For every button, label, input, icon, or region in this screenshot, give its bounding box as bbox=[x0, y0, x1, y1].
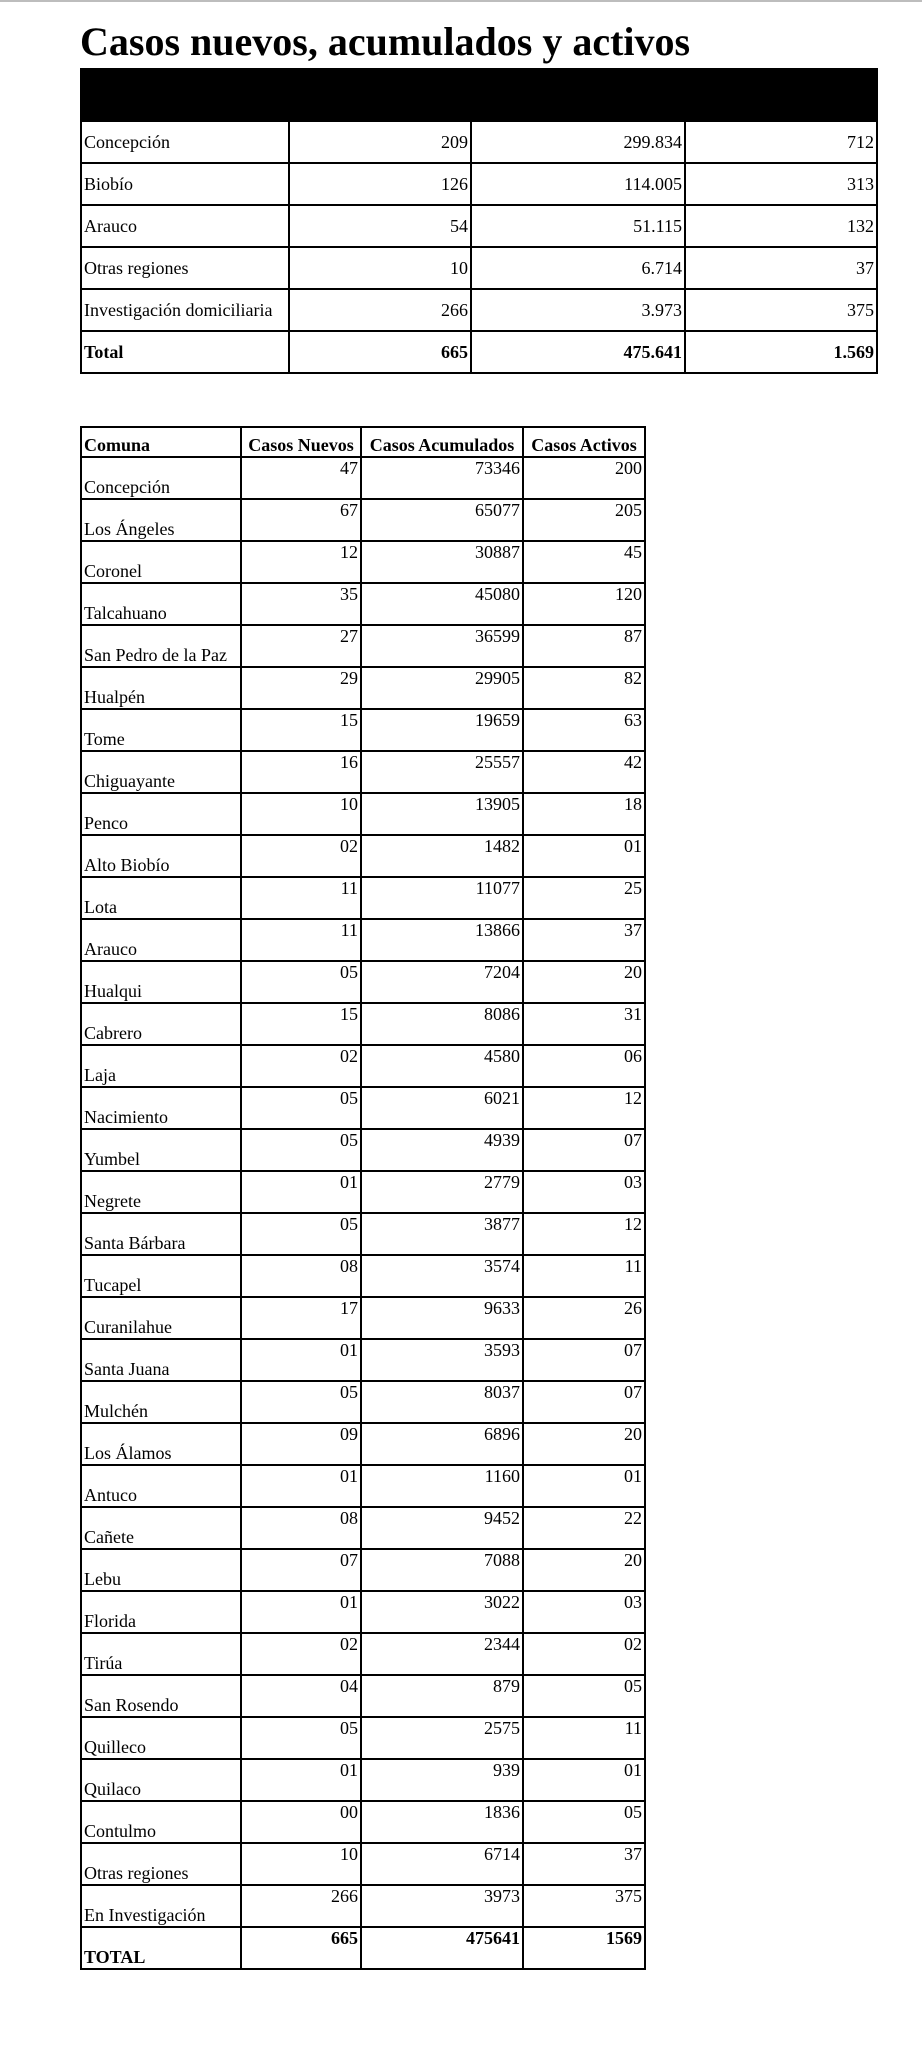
cell-casos-nuevos: 05 bbox=[241, 1717, 361, 1759]
cell-casos-nuevos: 35 bbox=[241, 583, 361, 625]
cell-casos-nuevos: 05 bbox=[241, 961, 361, 1003]
cell-name: Penco bbox=[81, 793, 241, 835]
cell-casos-acumulados: 73346 bbox=[361, 457, 523, 499]
cell-casos-acumulados: 3973 bbox=[361, 1885, 523, 1927]
comunas-total-row bbox=[81, 1927, 645, 1969]
cell-casos-activos: 11 bbox=[523, 1255, 645, 1297]
summary-header-cell bbox=[289, 69, 471, 121]
summary-header-bar bbox=[81, 69, 877, 121]
cell-casos-acumulados: 4939 bbox=[361, 1129, 523, 1171]
table-row bbox=[81, 457, 645, 499]
cell-casos-nuevos: 00 bbox=[241, 1801, 361, 1843]
cell-casos-nuevos: 15 bbox=[241, 709, 361, 751]
table-row bbox=[81, 1759, 645, 1801]
summary-table-body bbox=[81, 69, 877, 373]
header-casos-acumulados: Casos Acumulados bbox=[361, 427, 523, 457]
cell-casos-activos: 132 bbox=[685, 205, 877, 247]
cell-casos-acumulados: 8086 bbox=[361, 1003, 523, 1045]
cell-casos-activos: 01 bbox=[523, 1465, 645, 1507]
cell-casos-activos: 05 bbox=[523, 1675, 645, 1717]
cell-name: Concepción bbox=[81, 457, 241, 499]
cell-casos-activos: 313 bbox=[685, 163, 877, 205]
cell-name: Quilleco bbox=[81, 1717, 241, 1759]
cell-casos-nuevos: 07 bbox=[241, 1549, 361, 1591]
cell-casos-activos: 20 bbox=[523, 1549, 645, 1591]
table-row bbox=[81, 1087, 645, 1129]
cell-name: Lebu bbox=[81, 1549, 241, 1591]
cell-casos-activos: 26 bbox=[523, 1297, 645, 1339]
cell-casos-activos: 45 bbox=[523, 541, 645, 583]
cell-name: Los Álamos bbox=[81, 1423, 241, 1465]
cell-casos-acumulados: 6714 bbox=[361, 1843, 523, 1885]
cell-casos-nuevos: 01 bbox=[241, 1591, 361, 1633]
cell-casos-acumulados: 475641 bbox=[361, 1927, 523, 1969]
table-row bbox=[81, 961, 645, 1003]
cell-casos-acumulados: 6896 bbox=[361, 1423, 523, 1465]
cell-casos-activos: 205 bbox=[523, 499, 645, 541]
cell-casos-acumulados: 9633 bbox=[361, 1297, 523, 1339]
cell-casos-nuevos: 01 bbox=[241, 1171, 361, 1213]
table-row bbox=[81, 499, 645, 541]
cell-casos-acumulados: 19659 bbox=[361, 709, 523, 751]
cell-casos-activos: 05 bbox=[523, 1801, 645, 1843]
cell-casos-nuevos: 54 bbox=[289, 205, 471, 247]
table-row bbox=[81, 1423, 645, 1465]
summary-row bbox=[81, 121, 877, 163]
cell-casos-acumulados: 3877 bbox=[361, 1213, 523, 1255]
cell-name: Laja bbox=[81, 1045, 241, 1087]
cell-casos-nuevos: 02 bbox=[241, 835, 361, 877]
top-divider bbox=[0, 0, 922, 2]
cell-casos-activos: 12 bbox=[523, 1213, 645, 1255]
summary-total-row bbox=[81, 331, 877, 373]
cell-casos-acumulados: 11077 bbox=[361, 877, 523, 919]
cell-casos-acumulados: 30887 bbox=[361, 541, 523, 583]
cell-name: Negrete bbox=[81, 1171, 241, 1213]
cell-name: Santa Bárbara bbox=[81, 1213, 241, 1255]
cell-casos-nuevos: 209 bbox=[289, 121, 471, 163]
cell-casos-acumulados: 4580 bbox=[361, 1045, 523, 1087]
cell-casos-acumulados: 13866 bbox=[361, 919, 523, 961]
table-row bbox=[81, 1633, 645, 1675]
cell-casos-nuevos: 10 bbox=[241, 793, 361, 835]
cell-casos-nuevos: 665 bbox=[289, 331, 471, 373]
table-row bbox=[81, 1297, 645, 1339]
cell-casos-nuevos: 05 bbox=[241, 1129, 361, 1171]
cell-casos-acumulados: 65077 bbox=[361, 499, 523, 541]
cell-casos-acumulados: 25557 bbox=[361, 751, 523, 793]
cell-casos-nuevos: 47 bbox=[241, 457, 361, 499]
header-casos-activos: Casos Activos bbox=[523, 427, 645, 457]
table-row bbox=[81, 1213, 645, 1255]
table-row bbox=[81, 1171, 645, 1213]
summary-header-cell bbox=[81, 69, 289, 121]
cell-casos-nuevos: 11 bbox=[241, 919, 361, 961]
cell-name: Florida bbox=[81, 1591, 241, 1633]
cell-casos-acumulados: 13905 bbox=[361, 793, 523, 835]
cell-casos-nuevos: 08 bbox=[241, 1255, 361, 1297]
cell-casos-activos: 37 bbox=[523, 919, 645, 961]
cell-casos-acumulados: 3593 bbox=[361, 1339, 523, 1381]
cell-casos-nuevos: 10 bbox=[289, 247, 471, 289]
cell-casos-nuevos: 266 bbox=[241, 1885, 361, 1927]
table-row bbox=[81, 751, 645, 793]
cell-casos-activos: 42 bbox=[523, 751, 645, 793]
cell-name: Quilaco bbox=[81, 1759, 241, 1801]
cell-name: Coronel bbox=[81, 541, 241, 583]
page-title: Casos nuevos, acumulados y activos bbox=[80, 19, 691, 64]
cell-casos-nuevos: 16 bbox=[241, 751, 361, 793]
table-row bbox=[81, 919, 645, 961]
cell-name: San Pedro de la Paz bbox=[81, 625, 241, 667]
cell-casos-acumulados: 939 bbox=[361, 1759, 523, 1801]
cell-casos-acumulados: 8037 bbox=[361, 1381, 523, 1423]
cell-casos-nuevos: 266 bbox=[289, 289, 471, 331]
cell-name: Hualpén bbox=[81, 667, 241, 709]
cell-casos-nuevos: 02 bbox=[241, 1633, 361, 1675]
cell-name: Contulmo bbox=[81, 1801, 241, 1843]
table-row bbox=[81, 1465, 645, 1507]
cell-casos-acumulados: 2575 bbox=[361, 1717, 523, 1759]
cell-casos-nuevos: 09 bbox=[241, 1423, 361, 1465]
cell-name: Tucapel bbox=[81, 1255, 241, 1297]
cell-casos-activos: 02 bbox=[523, 1633, 645, 1675]
cell-casos-nuevos: 05 bbox=[241, 1087, 361, 1129]
cell-casos-activos: 63 bbox=[523, 709, 645, 751]
table-row bbox=[81, 1843, 645, 1885]
cell-casos-activos: 20 bbox=[523, 1423, 645, 1465]
cell-casos-nuevos: 02 bbox=[241, 1045, 361, 1087]
cell-name: Hualqui bbox=[81, 961, 241, 1003]
cell-name: Cabrero bbox=[81, 1003, 241, 1045]
cell-casos-activos: 03 bbox=[523, 1591, 645, 1633]
cell-casos-acumulados: 3022 bbox=[361, 1591, 523, 1633]
cell-name: Cañete bbox=[81, 1507, 241, 1549]
cell-casos-activos: 07 bbox=[523, 1381, 645, 1423]
summary-header-cell bbox=[685, 69, 877, 121]
cell-name: San Rosendo bbox=[81, 1675, 241, 1717]
cell-casos-nuevos: 29 bbox=[241, 667, 361, 709]
cell-name: Investigación domiciliaria bbox=[81, 289, 289, 331]
cell-name: Yumbel bbox=[81, 1129, 241, 1171]
cell-casos-acumulados: 879 bbox=[361, 1675, 523, 1717]
summary-row bbox=[81, 247, 877, 289]
cell-casos-activos: 375 bbox=[523, 1885, 645, 1927]
cell-casos-acumulados: 3574 bbox=[361, 1255, 523, 1297]
cell-casos-acumulados: 299.834 bbox=[471, 121, 685, 163]
header-casos-nuevos: Casos Nuevos bbox=[241, 427, 361, 457]
cell-name: Nacimiento bbox=[81, 1087, 241, 1129]
table-row bbox=[81, 1591, 645, 1633]
cell-casos-nuevos: 665 bbox=[241, 1927, 361, 1969]
cell-casos-activos: 200 bbox=[523, 457, 645, 499]
cell-casos-acumulados: 2344 bbox=[361, 1633, 523, 1675]
cell-casos-activos: 06 bbox=[523, 1045, 645, 1087]
summary-row bbox=[81, 163, 877, 205]
cell-casos-activos: 01 bbox=[523, 1759, 645, 1801]
header-comuna: Comuna bbox=[81, 427, 241, 457]
cell-name: Tome bbox=[81, 709, 241, 751]
table-row bbox=[81, 667, 645, 709]
table-row bbox=[81, 1381, 645, 1423]
cell-casos-activos: 37 bbox=[685, 247, 877, 289]
cell-casos-activos: 11 bbox=[523, 1717, 645, 1759]
cell-name: Santa Juana bbox=[81, 1339, 241, 1381]
cell-casos-acumulados: 51.115 bbox=[471, 205, 685, 247]
cell-casos-activos: 1569 bbox=[523, 1927, 645, 1969]
cell-casos-acumulados: 45080 bbox=[361, 583, 523, 625]
cell-name: Chiguayante bbox=[81, 751, 241, 793]
cell-casos-activos: 82 bbox=[523, 667, 645, 709]
table-row bbox=[81, 1255, 645, 1297]
cell-name: En Investigación bbox=[81, 1885, 241, 1927]
cell-name: Los Ángeles bbox=[81, 499, 241, 541]
cell-casos-nuevos: 01 bbox=[241, 1465, 361, 1507]
cell-casos-nuevos: 05 bbox=[241, 1381, 361, 1423]
cell-casos-acumulados: 9452 bbox=[361, 1507, 523, 1549]
summary-row bbox=[81, 289, 877, 331]
cell-casos-nuevos: 67 bbox=[241, 499, 361, 541]
table-row bbox=[81, 877, 645, 919]
cell-casos-nuevos: 11 bbox=[241, 877, 361, 919]
cell-name: Arauco bbox=[81, 919, 241, 961]
comunas-header-row bbox=[81, 427, 645, 457]
table-row bbox=[81, 1003, 645, 1045]
table-row bbox=[81, 1339, 645, 1381]
cell-name: Talcahuano bbox=[81, 583, 241, 625]
cell-casos-acumulados: 475.641 bbox=[471, 331, 685, 373]
cell-name: Biobío bbox=[81, 163, 289, 205]
table-row bbox=[81, 1675, 645, 1717]
summary-row bbox=[81, 205, 877, 247]
cell-name: Antuco bbox=[81, 1465, 241, 1507]
table-row bbox=[81, 541, 645, 583]
cell-casos-activos: 375 bbox=[685, 289, 877, 331]
cell-casos-acumulados: 114.005 bbox=[471, 163, 685, 205]
summary-table bbox=[80, 68, 878, 374]
cell-casos-nuevos: 17 bbox=[241, 1297, 361, 1339]
cell-casos-acumulados: 1836 bbox=[361, 1801, 523, 1843]
cell-casos-acumulados: 6021 bbox=[361, 1087, 523, 1129]
table-row bbox=[81, 583, 645, 625]
cell-casos-acumulados: 3.973 bbox=[471, 289, 685, 331]
cell-casos-nuevos: 08 bbox=[241, 1507, 361, 1549]
cell-name: Otras regiones bbox=[81, 1843, 241, 1885]
table-row bbox=[81, 709, 645, 751]
cell-casos-activos: 87 bbox=[523, 625, 645, 667]
comunas-table-body bbox=[81, 457, 645, 1969]
cell-casos-nuevos: 126 bbox=[289, 163, 471, 205]
cell-casos-activos: 22 bbox=[523, 1507, 645, 1549]
comunas-table bbox=[80, 426, 646, 1970]
summary-header-cell bbox=[471, 69, 685, 121]
cell-casos-nuevos: 10 bbox=[241, 1843, 361, 1885]
cell-casos-activos: 31 bbox=[523, 1003, 645, 1045]
cell-casos-nuevos: 05 bbox=[241, 1213, 361, 1255]
table-row bbox=[81, 1885, 645, 1927]
cell-casos-activos: 07 bbox=[523, 1339, 645, 1381]
cell-casos-activos: 01 bbox=[523, 835, 645, 877]
cell-name: Curanilahue bbox=[81, 1297, 241, 1339]
cell-name: Mulchén bbox=[81, 1381, 241, 1423]
table-row bbox=[81, 835, 645, 877]
cell-casos-activos: 07 bbox=[523, 1129, 645, 1171]
cell-casos-nuevos: 15 bbox=[241, 1003, 361, 1045]
cell-casos-acumulados: 7204 bbox=[361, 961, 523, 1003]
cell-name: Concepción bbox=[81, 121, 289, 163]
cell-casos-acumulados: 1482 bbox=[361, 835, 523, 877]
table-row bbox=[81, 1507, 645, 1549]
table-row bbox=[81, 1801, 645, 1843]
cell-casos-activos: 03 bbox=[523, 1171, 645, 1213]
table-row bbox=[81, 1717, 645, 1759]
cell-casos-acumulados: 1160 bbox=[361, 1465, 523, 1507]
cell-casos-activos: 18 bbox=[523, 793, 645, 835]
cell-casos-acumulados: 7088 bbox=[361, 1549, 523, 1591]
cell-name: Tirúa bbox=[81, 1633, 241, 1675]
cell-casos-activos: 712 bbox=[685, 121, 877, 163]
cell-casos-activos: 37 bbox=[523, 1843, 645, 1885]
cell-casos-activos: 12 bbox=[523, 1087, 645, 1129]
cell-name: Alto Biobío bbox=[81, 835, 241, 877]
table-row bbox=[81, 1549, 645, 1591]
cell-casos-nuevos: 04 bbox=[241, 1675, 361, 1717]
cell-name: TOTAL bbox=[81, 1927, 241, 1969]
cell-name: Arauco bbox=[81, 205, 289, 247]
table-row bbox=[81, 1129, 645, 1171]
table-row bbox=[81, 793, 645, 835]
cell-casos-nuevos: 01 bbox=[241, 1759, 361, 1801]
cell-casos-activos: 120 bbox=[523, 583, 645, 625]
cell-casos-nuevos: 12 bbox=[241, 541, 361, 583]
table-row bbox=[81, 1045, 645, 1087]
table-row bbox=[81, 625, 645, 667]
cell-casos-activos: 20 bbox=[523, 961, 645, 1003]
cell-name: Total bbox=[81, 331, 289, 373]
cell-casos-acumulados: 2779 bbox=[361, 1171, 523, 1213]
cell-casos-acumulados: 36599 bbox=[361, 625, 523, 667]
cell-casos-activos: 25 bbox=[523, 877, 645, 919]
cell-casos-nuevos: 27 bbox=[241, 625, 361, 667]
cell-name: Otras regiones bbox=[81, 247, 289, 289]
cell-casos-activos: 1.569 bbox=[685, 331, 877, 373]
cell-casos-nuevos: 01 bbox=[241, 1339, 361, 1381]
cell-casos-acumulados: 6.714 bbox=[471, 247, 685, 289]
cell-casos-acumulados: 29905 bbox=[361, 667, 523, 709]
cell-name: Lota bbox=[81, 877, 241, 919]
